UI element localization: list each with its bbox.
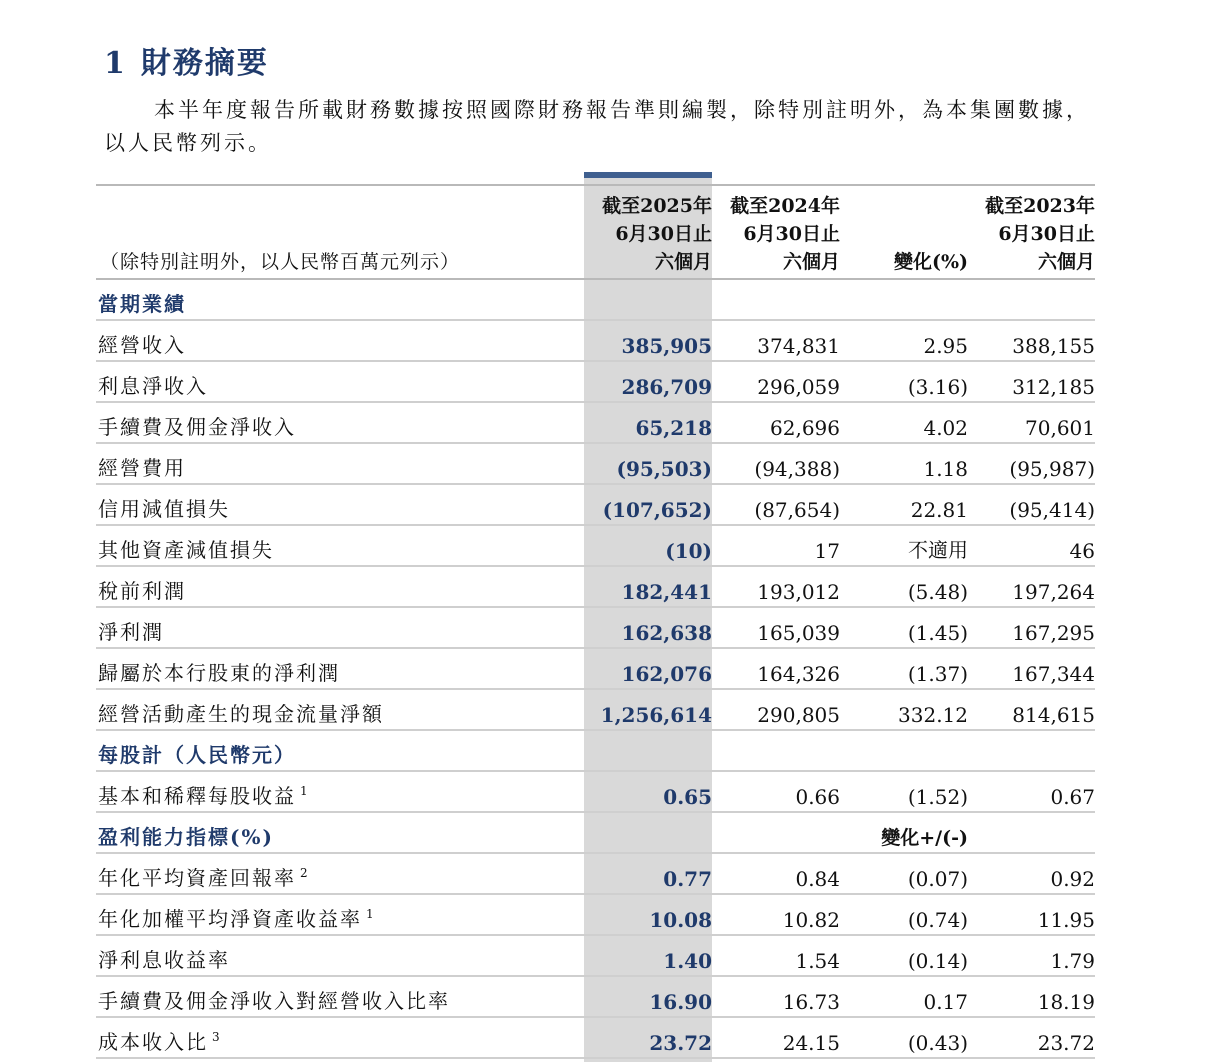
cell-change: 22.81: [840, 484, 968, 525]
cell-2025: 65,218: [584, 402, 712, 443]
section-cell: [840, 279, 968, 320]
row-label: 經營活動產生的現金流量淨額: [98, 702, 384, 726]
intro-paragraph: [104, 94, 1094, 160]
section-row: [96, 812, 1095, 853]
cell-2023: 312,185: [968, 361, 1095, 402]
cell-2024: 1.54: [712, 935, 840, 976]
cell-2024: 10.82: [712, 894, 840, 935]
section-row: [96, 730, 1095, 771]
row-label-cell: [96, 935, 584, 976]
cell-2023: 167,295: [968, 607, 1095, 648]
cell-2023: 11.95: [968, 894, 1095, 935]
cell-2023: 388,155: [968, 320, 1095, 361]
cell-2023: 46: [968, 525, 1095, 566]
row-label-cell: [96, 443, 584, 484]
cell-change: (0.74): [840, 894, 968, 935]
row-label: 成本收入比: [98, 1030, 208, 1054]
cell-2023: 70,601: [968, 402, 1095, 443]
section-title: 當期業績: [96, 279, 584, 320]
row-label-cell: [96, 894, 584, 935]
section-cell: [584, 812, 712, 853]
cell-2025: 286,709: [584, 361, 712, 402]
header-2025: 截至2025年 6月30日止 六個月: [584, 185, 712, 279]
section-cell: [968, 812, 1095, 853]
table-row: [96, 976, 1095, 1017]
footnote-marker: 1: [300, 784, 308, 798]
section-cell: [584, 279, 712, 320]
cell-change: 1.18: [840, 443, 968, 484]
cell-2024: 0.66: [712, 771, 840, 812]
row-label-cell: [96, 648, 584, 689]
cell-2025: 385,905: [584, 320, 712, 361]
row-label-cell: [96, 320, 584, 361]
table-row: [96, 894, 1095, 935]
row-label: 年化加權平均淨資產收益率: [98, 907, 362, 931]
row-label-cell: [96, 771, 584, 812]
table-row: [96, 320, 1095, 361]
table-row: [96, 648, 1095, 689]
cell-change: 不適用: [840, 525, 968, 566]
cell-change: (1.52): [840, 771, 968, 812]
cell-change: (1.45): [840, 607, 968, 648]
cell-2025: 162,076: [584, 648, 712, 689]
cell-2023: 167,344: [968, 648, 1095, 689]
row-label-cell: [96, 361, 584, 402]
cell-2025: 1,256,614: [584, 689, 712, 730]
table-row: [96, 1017, 1095, 1058]
row-label: 手續費及佣金淨收入: [98, 415, 296, 439]
footnote-marker: 2: [300, 866, 308, 880]
cell-2025: 10.08: [584, 894, 712, 935]
table-row: [96, 484, 1095, 525]
cell-2023: 0.67: [968, 771, 1095, 812]
row-label: 經營費用: [98, 456, 186, 480]
cell-change: 332.12: [840, 689, 968, 730]
cell-change: (0.07): [840, 853, 968, 894]
cell-2024: 374,831: [712, 320, 840, 361]
cell-2024: (87,654): [712, 484, 840, 525]
cell-2025: 0.77: [584, 853, 712, 894]
row-label: 手續費及佣金淨收入對經營收入比率: [98, 989, 450, 1013]
cell-2025: (10): [584, 525, 712, 566]
cell-2025: 162,638: [584, 607, 712, 648]
cell-change: 2.95: [840, 320, 968, 361]
table-row: [96, 402, 1095, 443]
section-title: 財務摘要: [140, 46, 269, 81]
cell-change: (5.48): [840, 566, 968, 607]
header-change: 變化(%): [840, 185, 968, 279]
table-row: [96, 853, 1095, 894]
row-label-cell: [96, 1017, 584, 1058]
cell-2025: (95,503): [584, 443, 712, 484]
row-label-cell: [96, 402, 584, 443]
cell-2024: 290,805: [712, 689, 840, 730]
row-label-cell: [96, 525, 584, 566]
cell-2024: 16.73: [712, 976, 840, 1017]
section-cell: [584, 730, 712, 771]
row-label-cell: [96, 566, 584, 607]
cell-2023: 197,264: [968, 566, 1095, 607]
cell-2025: 0.65: [584, 771, 712, 812]
cell-change: (1.37): [840, 648, 968, 689]
cell-2024: 193,012: [712, 566, 840, 607]
intro-text: 本半年度報告所載財務數據按照國際財務報告準則編製，除特別註明外，為本集團數據，以人民幣列示。: [104, 98, 1090, 155]
row-label-cell: [96, 689, 584, 730]
section-number: 1: [104, 46, 127, 81]
cell-2025: 1.40: [584, 935, 712, 976]
row-label: 利息淨收入: [98, 374, 208, 398]
cell-2023: 23.72: [968, 1017, 1095, 1058]
row-label-cell: [96, 853, 584, 894]
row-label: 經營收入: [98, 333, 186, 357]
section-title: 每股計（人民幣元）: [96, 730, 584, 771]
cell-2024: (94,388): [712, 443, 840, 484]
cell-change: 0.17: [840, 976, 968, 1017]
header-2024: 截至2024年 6月30日止 六個月: [712, 185, 840, 279]
header-label: （除特別註明外，以人民幣百萬元列示）: [96, 185, 584, 279]
cell-2023: 814,615: [968, 689, 1095, 730]
cell-2024: 165,039: [712, 607, 840, 648]
section-cell: [840, 730, 968, 771]
cell-2024: 0.84: [712, 853, 840, 894]
row-label: 淨利息收益率: [98, 948, 230, 972]
cell-2023: (95,987): [968, 443, 1095, 484]
section-cell: [968, 730, 1095, 771]
cell-2023: 18.19: [968, 976, 1095, 1017]
row-label-cell: [96, 607, 584, 648]
section-cell: [712, 730, 840, 771]
row-label-cell: [96, 484, 584, 525]
cell-2024: 17: [712, 525, 840, 566]
cell-2025: 23.72: [584, 1017, 712, 1058]
row-label: 淨利潤: [98, 620, 164, 644]
row-label: 其他資產減值損失: [98, 538, 274, 562]
section-title: 盈利能力指標(%): [96, 812, 584, 853]
cell-2024: 164,326: [712, 648, 840, 689]
table-row: [96, 607, 1095, 648]
row-label: 信用減值損失: [98, 497, 230, 521]
section-heading: [104, 38, 269, 82]
cell-2023: (95,414): [968, 484, 1095, 525]
cell-2023: 0.92: [968, 853, 1095, 894]
cell-change: (0.14): [840, 935, 968, 976]
table-header-row: [96, 185, 1095, 279]
section-subheader: 變化+/(-): [840, 812, 968, 853]
table-row: [96, 361, 1095, 402]
footnote-marker: 3: [212, 1030, 220, 1044]
section-cell: [712, 812, 840, 853]
row-label-cell: [96, 976, 584, 1017]
cell-2023: 1.79: [968, 935, 1095, 976]
footnote-marker: 1: [366, 907, 374, 921]
cell-2025: (107,652): [584, 484, 712, 525]
cell-change: (0.43): [840, 1017, 968, 1058]
table-row: [96, 771, 1095, 812]
row-label: 基本和稀釋每股收益: [98, 784, 296, 808]
section-cell: [712, 279, 840, 320]
cell-2024: 296,059: [712, 361, 840, 402]
table-row: [96, 566, 1095, 607]
section-row: [96, 279, 1095, 320]
cell-change: (3.16): [840, 361, 968, 402]
table-row: [96, 689, 1095, 730]
cell-2024: 24.15: [712, 1017, 840, 1058]
cell-2025: 182,441: [584, 566, 712, 607]
cell-2024: 62,696: [712, 402, 840, 443]
cell-change: 4.02: [840, 402, 968, 443]
table-row: [96, 525, 1095, 566]
row-label: 歸屬於本行股東的淨利潤: [98, 661, 340, 685]
section-cell: [968, 279, 1095, 320]
row-label: 年化平均資產回報率: [98, 866, 296, 890]
row-label: 稅前利潤: [98, 579, 186, 603]
financial-summary-table: [96, 184, 1095, 1059]
header-2023: 截至2023年 6月30日止 六個月: [968, 185, 1095, 279]
cell-2025: 16.90: [584, 976, 712, 1017]
table-row: [96, 935, 1095, 976]
table-row: [96, 443, 1095, 484]
